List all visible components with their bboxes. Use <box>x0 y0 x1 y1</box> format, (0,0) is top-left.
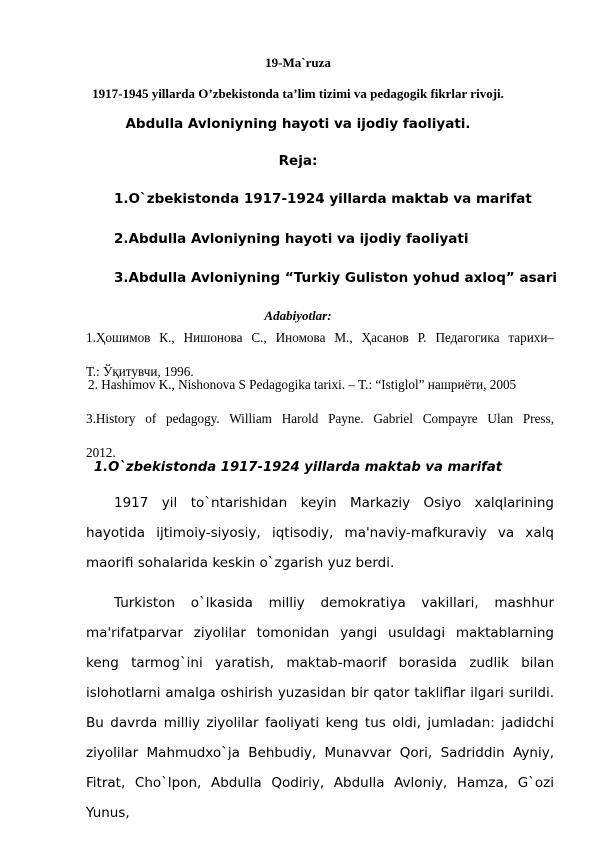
literature-item-1-line2: Т.: Ўқитувчи, 1996. <box>86 364 194 379</box>
lecture-subtopic: Abdulla Avloniyning hayoti va ijodiy faoliyati. <box>125 116 471 132</box>
plan-item-3: 3.Abdulla Avloniyning “Turkiy Guliston yohud axloq” asari <box>114 270 558 286</box>
body-paragraph-2: Turkiston o`lkasida milliy demokratiya vakillari, mashhur ma'rifatparvar ziyolilar tomonidan yangi usuldagi maktablarning keng tarmog`ini yaratish, maktab-maorif borasida zudlik bilan islohotlarni amalga oshirish yuzasidan bir qator takliflar ilgari surildi. Bu davrda milliy ziyolilar faoliyati keng tus oldi, jumladan: jadidchi ziyolilar Mahmudxo`ja Behbudiy, Munavvar Qori, Sadriddin Ayniy, Fitrat, Cho`lpon, Abdulla Qodiriy, Abdulla Avloniy, Hamza, G`ozi Yunus, <box>86 595 554 821</box>
section-heading: 1.O`zbekistonda 1917-1924 yillarda maktab va marifat <box>93 460 503 475</box>
literature-title: Adabiyotlar: <box>264 308 332 323</box>
lesson-number: 19-Ma`ruza <box>265 55 331 70</box>
literature-item-3-line2: 2012. <box>86 445 116 460</box>
literature-item-2 <box>88 376 556 393</box>
literature-item-3-line1: 3.History of pedagogy. William Harold Payne. Gabriel Compayre Ulan Press, <box>86 411 554 426</box>
literature-item-2-line1: 2. Hashimov K., Nishonova S Pedagogika tarixi. – T.: “Istiglol” нашриёти, 2005 <box>88 377 517 392</box>
plan-item-2: 2.Abdulla Avloniyning hayoti va ijodiy faoliyati <box>114 231 469 247</box>
lecture-topic: 1917-1945 yillarda O’zbekistonda ta’lim tizimi va pedagogik fikrlar rivoji. <box>92 86 504 101</box>
plan-title: Reja: <box>278 153 318 169</box>
literature-item-1-line1: 1.Ҳошимов К., Нишонова С., Иномова М., Ҳасанов Р. Педагогика тарихи– <box>86 330 554 345</box>
plan-item-1: 1.O`zbekistonda 1917-1924 yillarda maktab va marifat <box>114 191 532 207</box>
body-paragraph-1: 1917 yil to`ntarishidan keyin Markaziy Osiyo xalqlarining hayotida ijtimoiy-siyosiy, iqtisodiy, ma'naviy-mafkuraviy va xalq maorifi sohalarida keskin o`zgarish yuz berdi. <box>86 495 554 571</box>
literature-item-3 <box>86 410 554 461</box>
literature-item-1 <box>86 329 554 380</box>
